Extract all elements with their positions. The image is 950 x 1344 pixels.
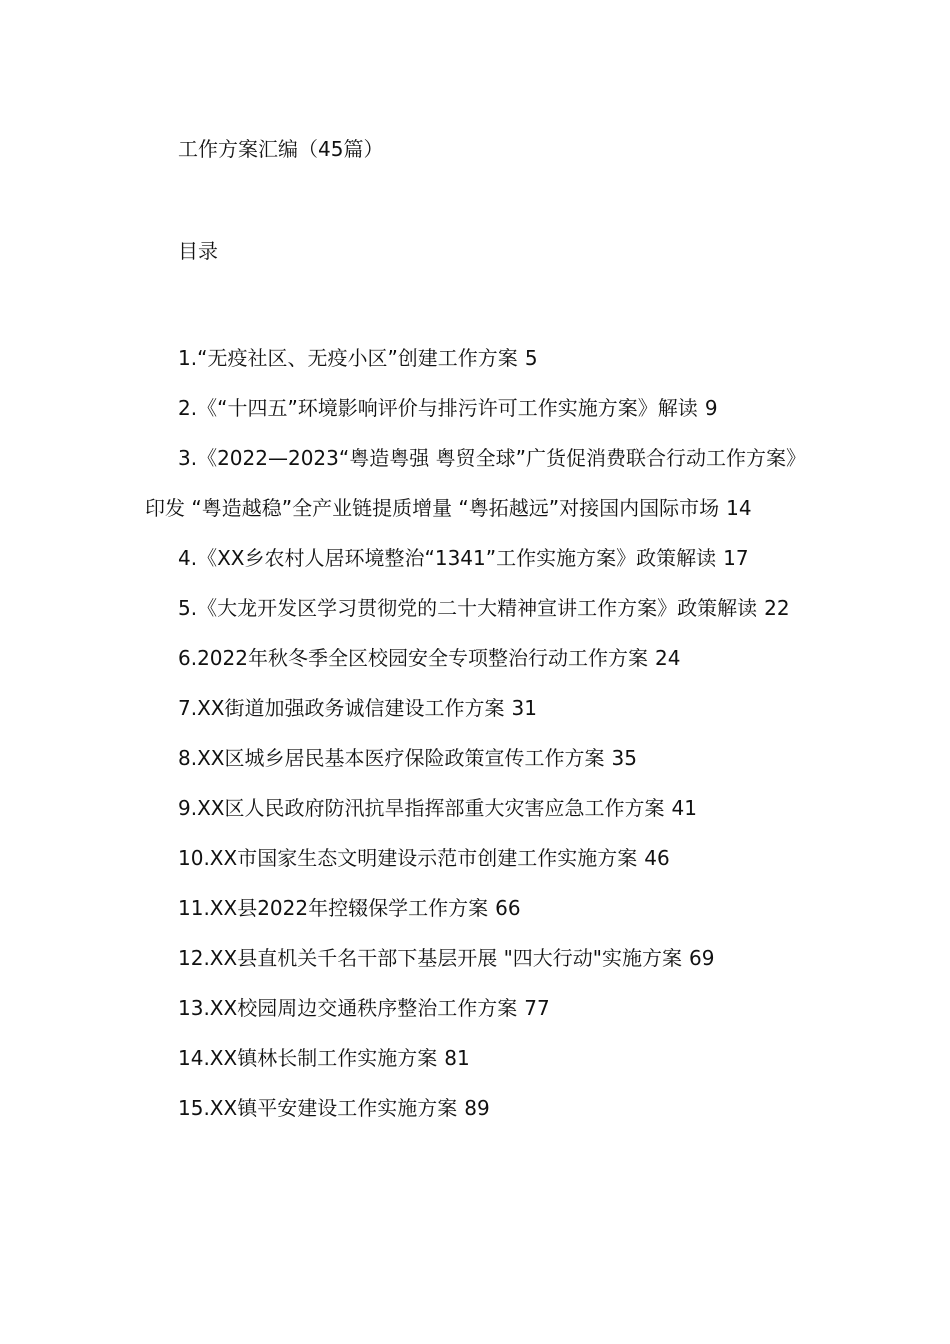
toc-item[interactable] <box>145 383 810 433</box>
toc-item[interactable] <box>145 683 810 733</box>
toc-item-text: 15.XX镇平安建设工作实施方案 <box>178 1096 458 1120</box>
toc-item-page: 24 <box>654 646 681 670</box>
toc-item-text: 14.XX镇林长制工作实施方案 <box>178 1046 438 1070</box>
toc-item-page: 5 <box>524 346 538 370</box>
toc-item-page: 35 <box>611 746 637 770</box>
toc-item-text: 11.XX县2022年控辍保学工作方案 <box>178 896 489 920</box>
toc-item-text: 2.《“十四五”环境影响评价与排污许可工作实施方案》解读 <box>178 396 698 420</box>
toc-item-text: 4.《XX乡农村人居环境整治“1341”工作实施方案》政策解读 <box>178 546 717 570</box>
toc-item-text: 6.2022年秋冬季全区校园安全专项整治行动工作方案 <box>178 646 648 670</box>
toc-item-text: 8.XX区城乡居民基本医疗保险政策宣传工作方案 <box>178 746 605 770</box>
toc-item-page: 77 <box>524 996 550 1020</box>
toc-item-text: 1.“无疫社区、无疫小区”创建工作方案 <box>178 346 518 370</box>
toc-heading: 目录 <box>178 239 218 263</box>
toc-item[interactable] <box>145 733 810 783</box>
toc-item-page: 41 <box>671 796 697 820</box>
toc-item-text: 12.XX县直机关千名干部下基层开展 "四大行动"实施方案 <box>178 946 682 970</box>
toc-item-page: 81 <box>444 1046 470 1070</box>
toc-item[interactable] <box>145 983 810 1033</box>
toc-item[interactable] <box>145 883 810 933</box>
document-title: 工作方案汇编（45篇） <box>178 137 384 161</box>
toc-item-page: 46 <box>644 846 670 870</box>
toc-item-text: 5.《大龙开发区学习贯彻党的二十大精神宣讲工作方案》政策解读 <box>178 596 758 620</box>
toc-item[interactable] <box>145 933 810 983</box>
toc-item[interactable] <box>145 1083 810 1133</box>
toc-item-page: 22 <box>764 596 790 620</box>
toc-item[interactable] <box>145 633 810 683</box>
toc-item[interactable] <box>145 533 810 583</box>
toc-item-text: 9.XX区人民政府防汛抗旱指挥部重大灾害应急工作方案 <box>178 796 665 820</box>
toc-item-page: 14 <box>726 496 752 520</box>
toc-item-text: 10.XX市国家生态文明建设示范市创建工作实施方案 <box>178 846 638 870</box>
toc-item[interactable] <box>145 333 810 383</box>
toc-item[interactable] <box>145 833 810 883</box>
toc-item-text: 3.《2022—2023“粤造粤强 粤贸全球”广货促消费联合行动工作方案》印发 “粤造越稳”全产业链提质增量 “粤拓越远”对接国内国际市场 <box>145 446 806 520</box>
toc-item-page: 31 <box>511 696 537 720</box>
toc-item[interactable] <box>145 433 810 533</box>
toc-item-text: 13.XX校园周边交通秩序整治工作方案 <box>178 996 518 1020</box>
toc-item-page: 66 <box>495 896 521 920</box>
toc-item-page: 69 <box>688 946 715 970</box>
toc-item-text: 7.XX街道加强政务诚信建设工作方案 <box>178 696 505 720</box>
toc-item[interactable] <box>145 583 810 633</box>
toc-item-page: 89 <box>464 1096 490 1120</box>
toc-item[interactable] <box>145 1033 810 1083</box>
toc-item-page: 17 <box>723 546 749 570</box>
table-of-contents <box>145 333 810 1133</box>
toc-item[interactable] <box>145 783 810 833</box>
toc-item-page: 9 <box>704 396 718 420</box>
